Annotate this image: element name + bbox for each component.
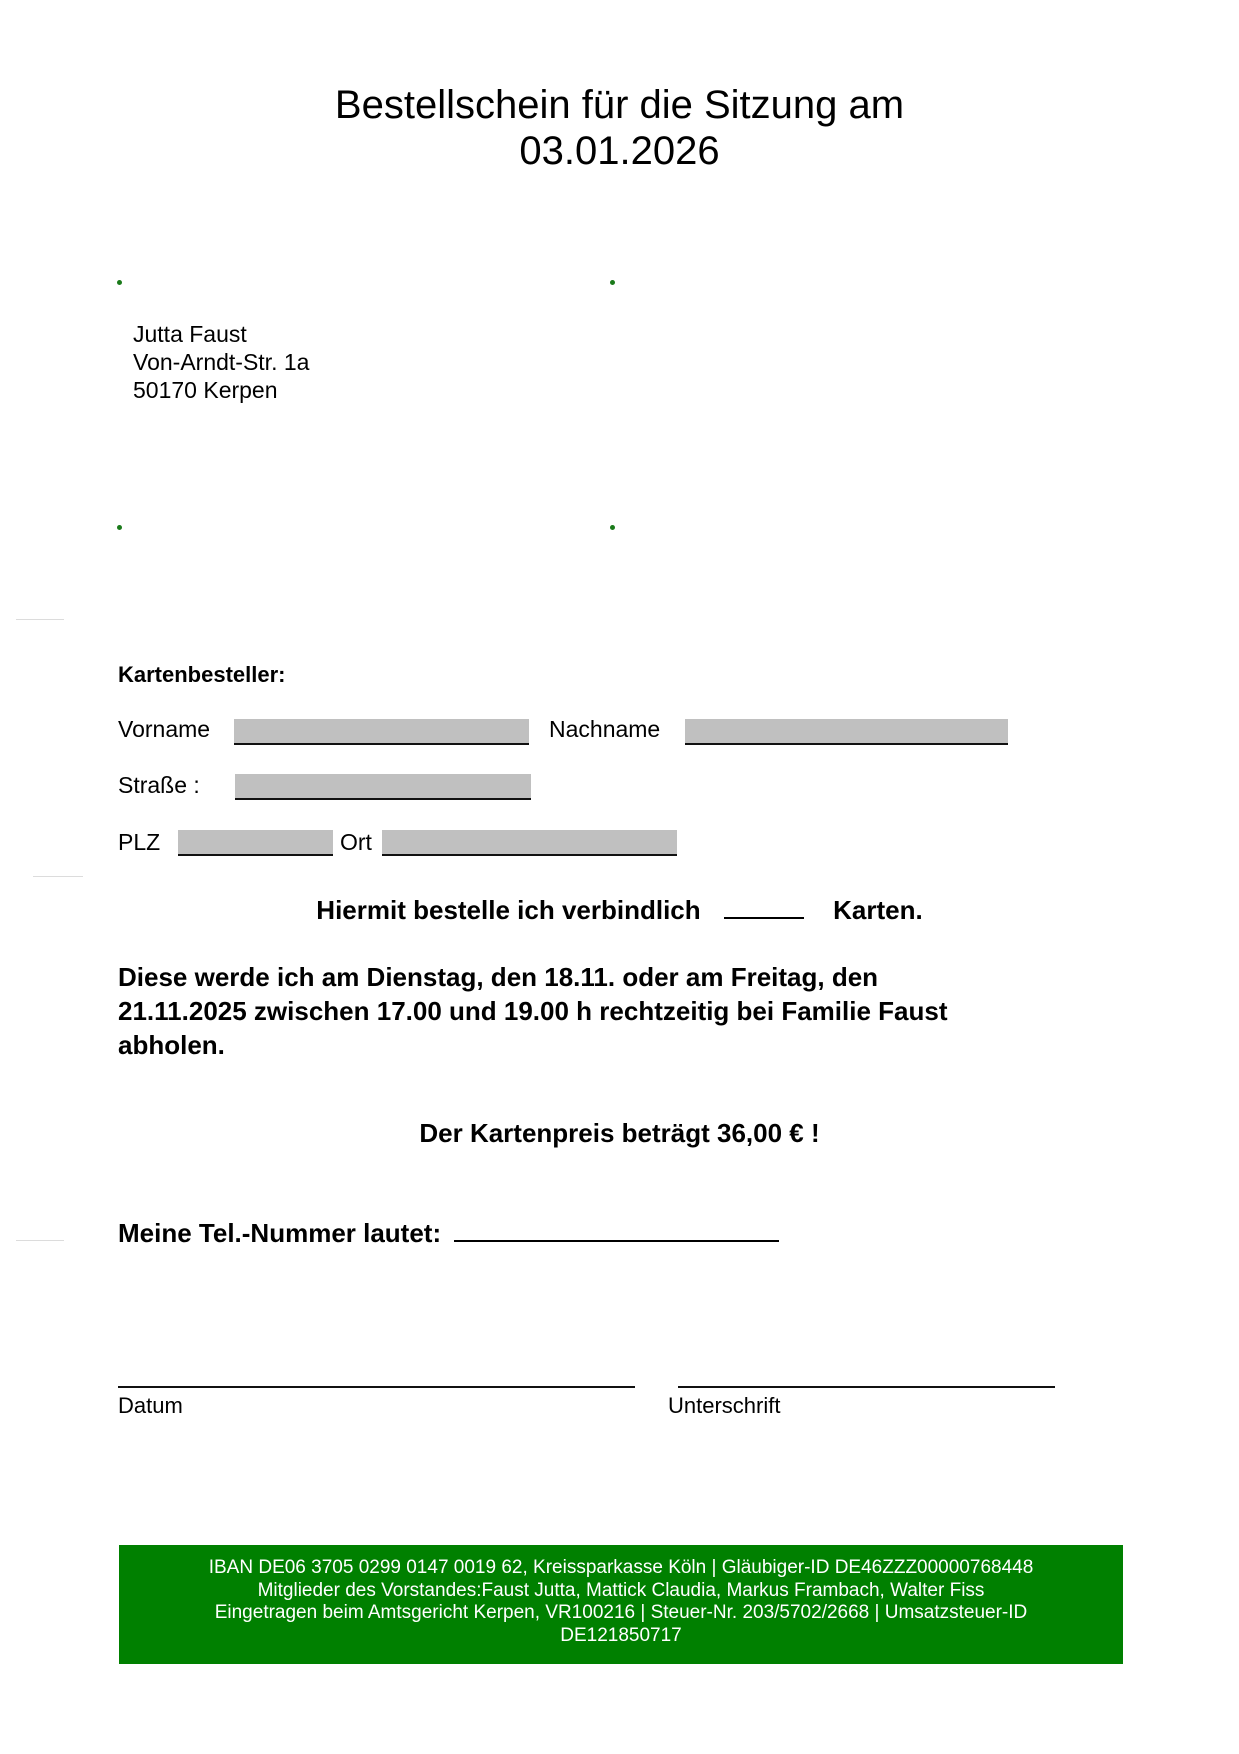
pickup-instructions [118,960,1118,1062]
pickup-line-1: Diese werde ich am Dienstag, den 18.11. oder am Freitag, den [118,962,879,992]
section-label-kartenbesteller: Kartenbesteller: [118,662,286,687]
window-corner-mark-top-right [610,280,615,285]
footer-line-1: IBAN DE06 3705 0299 0147 0019 62, Kreissparkasse Köln | Gläubiger-ID DE46ZZZ00000768448 [208,1557,1034,1578]
footer-line-4: DE121850717 [560,1624,682,1646]
footer-line-2: Mitglieder des Vorstandes:Faust Jutta, Mattick Claudia, Markus Frambach, Walter Fiss [257,1579,985,1601]
fold-mark-top [16,619,64,620]
date-line[interactable] [118,1386,635,1388]
vorname-field[interactable] [234,719,529,745]
ort-field[interactable] [382,830,677,856]
window-corner-mark-bottom-right [610,525,615,530]
date-label: Datum [118,1393,183,1418]
recipient-street: Von-Arndt-Str. 1a [133,349,310,375]
strasse-label: Straße : [118,772,200,798]
window-corner-mark-top-left [117,280,122,285]
plz-label: PLZ [118,829,161,855]
ort-label: Ort [340,829,372,855]
title-line-1: Bestellschein für die Sitzung am [334,83,905,127]
recipient-address [133,320,309,404]
recipient-city: 50170 Kerpen [133,377,278,403]
phone-label: Meine Tel.-Nummer lautet: [118,1218,442,1248]
order-quantity-line [0,893,1239,927]
phone-number-line [118,1216,779,1250]
window-corner-mark-bottom-left [117,525,122,530]
strasse-field[interactable] [235,774,531,800]
fold-mark-bottom [16,1240,64,1241]
signature-label: Unterschrift [668,1393,781,1418]
footer-bank-info [119,1545,1123,1664]
phone-number-blank[interactable] [454,1218,779,1242]
signature-line[interactable] [678,1386,1055,1388]
plz-field[interactable] [178,830,333,856]
fold-mark-middle [33,876,83,877]
pickup-line-3: abholen. [118,1030,225,1060]
nachname-label: Nachname [549,716,661,742]
order-line-prefix: Hiermit bestelle ich verbindlich [316,895,701,925]
ticket-quantity-blank[interactable] [724,895,804,919]
order-line-suffix: Karten. [833,895,923,925]
nachname-field[interactable] [685,719,1008,745]
title-line-2: 03.01.2026 [519,129,720,173]
ticket-price-text: Der Kartenpreis beträgt 36,00 € ! [419,1118,820,1148]
vorname-label: Vorname [118,716,211,742]
recipient-name: Jutta Faust [133,321,247,347]
footer-line-3: Eingetragen beim Amtsgericht Kerpen, VR100216 | Steuer-Nr. 203/5702/2668 | Umsatzsteuer-ID [214,1602,1028,1623]
page-title [0,82,1239,174]
pickup-line-2: 21.11.2025 zwischen 17.00 und 19.00 h rechtzeitig bei Familie Faust [118,996,948,1026]
